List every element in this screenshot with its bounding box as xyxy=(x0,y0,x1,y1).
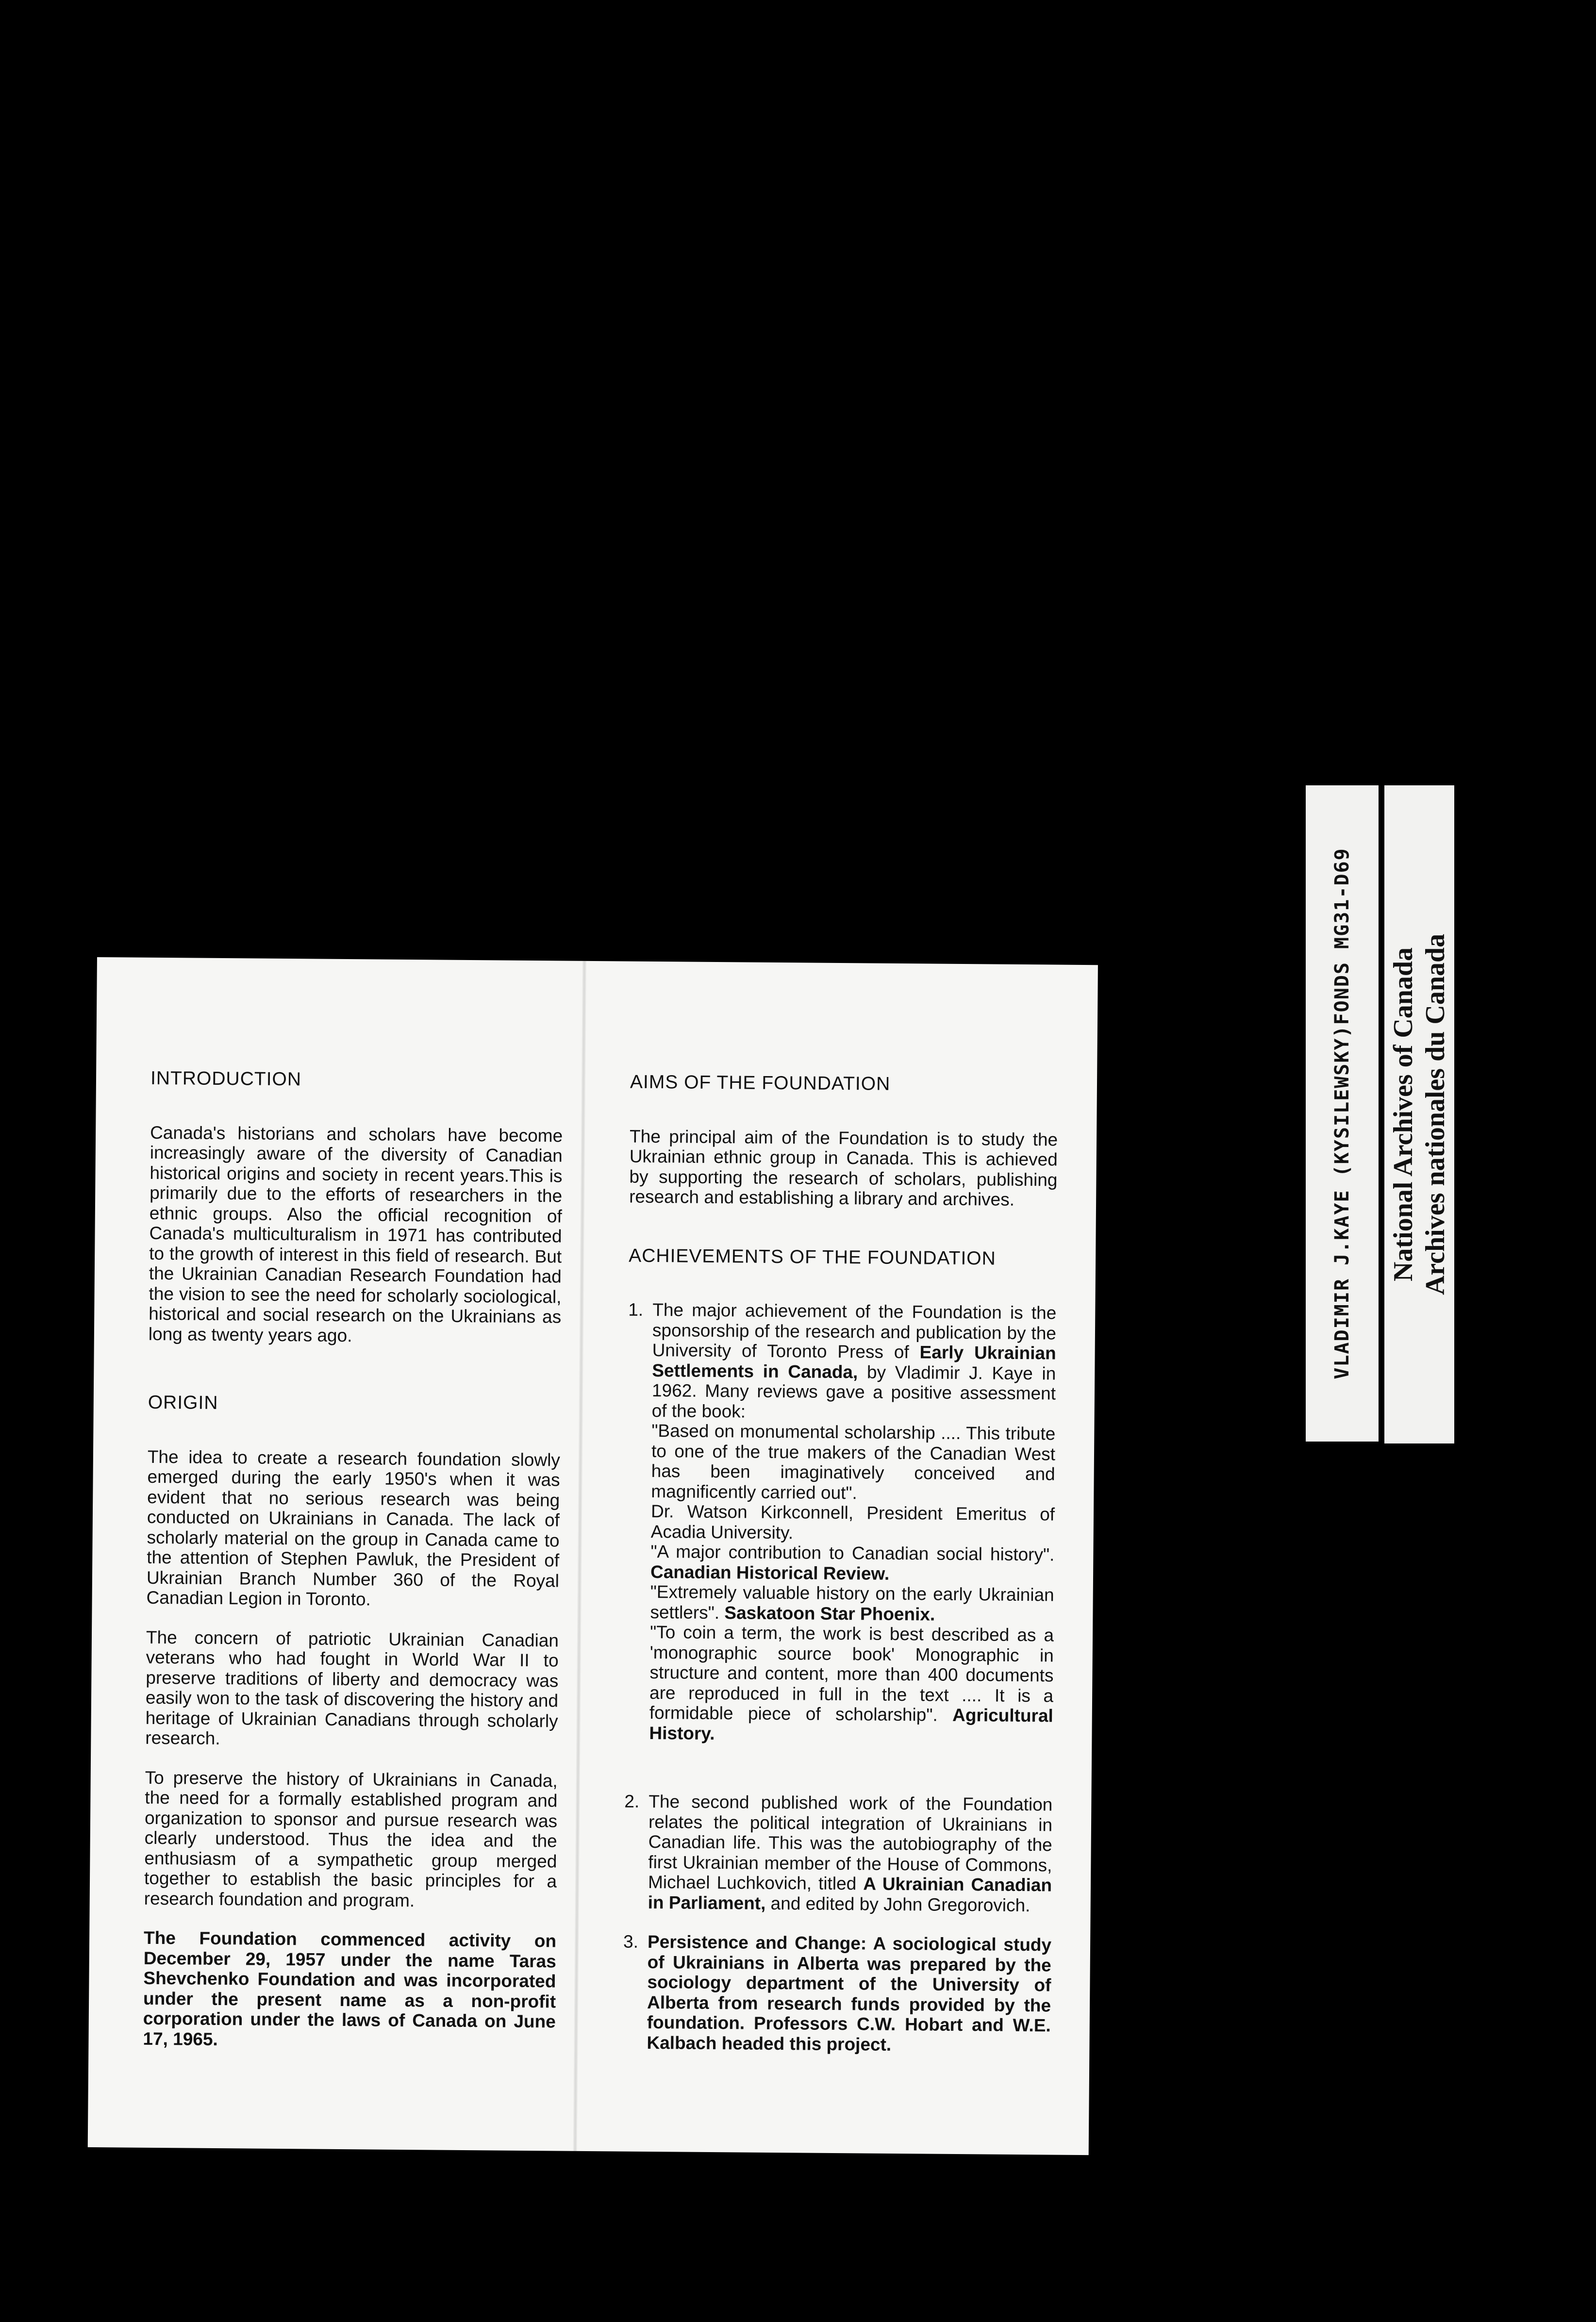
item-text: by Vladimir J. Kaye in 1962. Many reviews gave a positive assessment of the book: xyxy=(651,1361,1056,1422)
achievements-list xyxy=(622,1300,1056,2056)
aims-text: The principal aim of the Foundation is to study the Ukrainian ethnic group in Canada. This is achieved by supporting the research of scholars, publishing research and establishing a library and archives. xyxy=(629,1126,1058,1210)
review-quote: "Based on monumental scholarship .... This tribute to one of the true makers of the Canadian West has been imaginatively conceived and magnificently carried out". xyxy=(651,1421,1056,1503)
review-quote: "Extremely valuable history on the early Ukrainian settlers". xyxy=(650,1581,1054,1623)
review-quote-line xyxy=(649,1622,1054,1746)
origin-paragraph-4: The Foundation commenced activity on December 29, 1957 under the name Taras Shevchenko Foundation and was incorporated under the present name as a non-profit corporation under the laws of Canada on June 17, 1965. xyxy=(143,1927,557,2049)
right-column xyxy=(622,1072,1058,2075)
origin-paragraph-3: To preserve the history of Ukrainians in Canada, the need for a formally established program and organization to sponsor and pursue research was clearly understood. Thus the idea and the enthusiasm of a sympathetic group merged together to establish the basic principles for a research foundation and program. xyxy=(144,1767,558,1910)
aims-heading: AIMS OF THE FOUNDATION xyxy=(630,1071,891,1095)
achievement-item-1 xyxy=(625,1300,1056,1746)
item-number: 2. xyxy=(624,1791,640,1811)
review-quote: "To coin a term, the work is best described as a 'monographic source book' Monographic in structure and content, more than 400 documents are reproduced in full in the text .... It is a formidable piece of scholarship". xyxy=(649,1622,1054,1725)
review-quote-line xyxy=(650,1582,1054,1625)
item-number: 1. xyxy=(628,1299,644,1320)
fonds-label-text: VLADIMIR J.KAYE (KYSILEWSKY)FONDS MG31-D69 xyxy=(1331,847,1353,1379)
item-text: and edited by John Gregorovich. xyxy=(765,1893,1031,1915)
fonds-label xyxy=(1306,785,1379,1442)
archives-name-fr: Archives nationales du Canada xyxy=(1420,933,1450,1295)
origin-paragraph-1: The idea to create a research foundation slowly emerged during the early 1950's when it was evident that no serious research was being conducted on Ukrainians in Canada. The lack of scholarly material on the group in Canada came to the attention of Stephen Pawluk, the President of Ukrainian Branch Number 360 of the Royal Canadian Legion in Toronto. xyxy=(146,1446,561,1609)
achievement-item-3 xyxy=(622,1932,1051,2056)
origin-paragraph-2: The concern of patriotic Ukrainian Canadian veterans who had fought in World War II to preserve traditions of liberty and democracy was easily won to the task of discovering the history and heritage of Ukrainian Canadians through scholarly research. xyxy=(145,1627,559,1749)
introduction-text: Canada's historians and scholars have become increasingly aware of the diversity of Canadian historical origins and society in recent years.This is primarily due to the efforts of researchers in the ethnic groups. Also the official recognition of Canada's multiculturalism in 1971 has contributed to the growth of interest in this field of research. But the Ukrainian Canadian Research Foundation had the vision to see the need for scholarly sociological, historical and social research on the Ukrainians as long as twenty years ago. xyxy=(148,1122,563,1345)
study-title: Persistence and Change: xyxy=(647,1931,867,1954)
book-title: Early Ukrainian Settlements in Canada, xyxy=(652,1342,1056,1382)
achievements-heading: ACHIEVEMENTS OF THE FOUNDATION xyxy=(629,1245,996,1269)
brochure-page xyxy=(88,957,1098,2155)
review-source: Saskatoon Star Phoenix. xyxy=(724,1602,935,1625)
page-fold xyxy=(573,961,586,2151)
review-source: Canadian Historical Review. xyxy=(650,1561,890,1584)
item-text: The major achievement of the Foundation is the sponsorship of the research and publication by the University of Toronto Press of xyxy=(652,1300,1057,1362)
archives-name-en: National Archives of Canada xyxy=(1388,947,1418,1282)
achievement-item-2 xyxy=(624,1791,1053,1916)
review-source: Agricultural History. xyxy=(649,1705,1053,1743)
archives-label xyxy=(1384,785,1454,1443)
item-text: The second published work of the Foundation relates the political integration of Ukrainians in Canadian life. This was the autobiography of the first Ukrainian member of the House of Commons, Michael Luchkovich, titled xyxy=(648,1791,1053,1894)
item-number: 3. xyxy=(623,1931,639,1952)
item-text: A sociological study of Ukrainians in Alberta was prepared by the sociology department of the University of Alberta from research funds provided by the foundation. Professors C.W. Hobart and W.E. Kalbach headed this project. xyxy=(647,1933,1052,2055)
review-quote-line xyxy=(650,1542,1055,1585)
archives-label-text xyxy=(1387,934,1451,1295)
review-quote: "A major contribution to Canadian social history". xyxy=(650,1541,1055,1565)
left-column xyxy=(143,1068,563,2072)
book-title: A Ukrainian Canadian in Parliament, xyxy=(648,1874,1052,1913)
introduction-heading: INTRODUCTION xyxy=(150,1067,302,1090)
review-source: Dr. Watson Kirkconnell, President Emeritus of Acadia University. xyxy=(650,1501,1055,1542)
origin-heading: ORIGIN xyxy=(148,1392,218,1413)
